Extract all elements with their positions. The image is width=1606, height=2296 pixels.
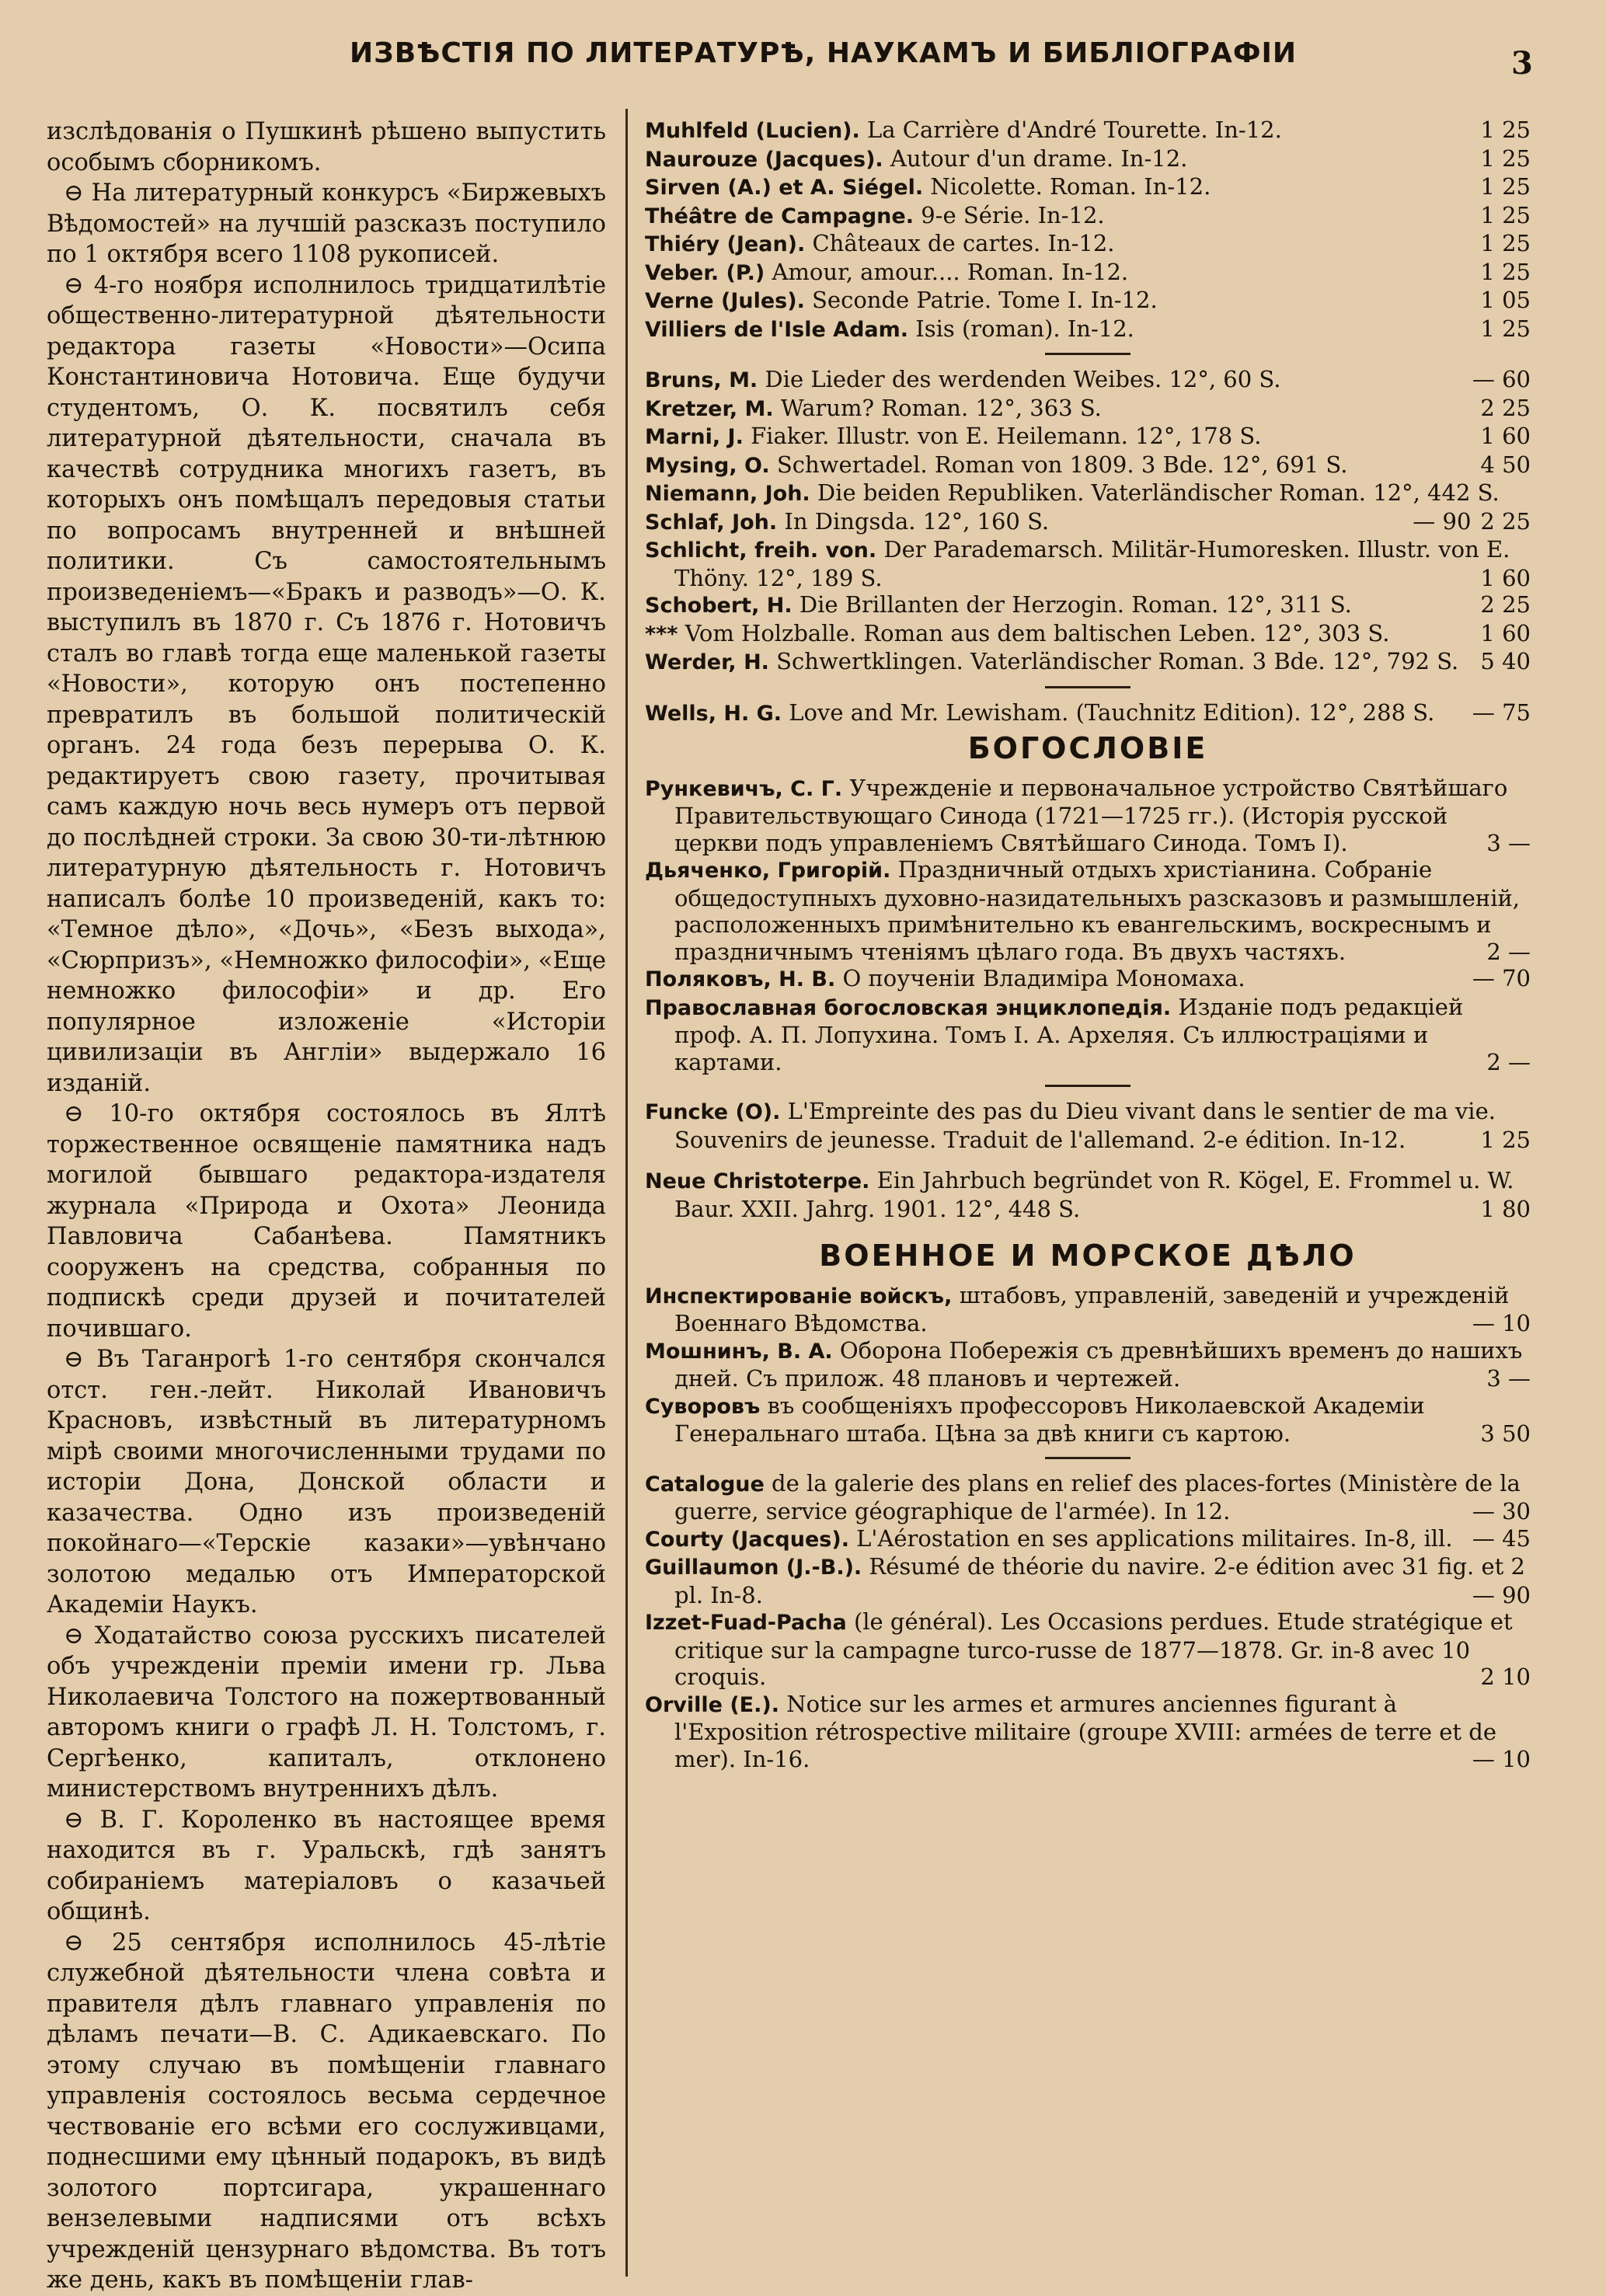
- theology-russian-list: [645, 775, 1531, 1076]
- book-price: 3 50: [1480, 1420, 1531, 1447]
- book-price: 1 60: [1480, 564, 1531, 591]
- book-entry: [645, 423, 1531, 451]
- book-title: Оборона Побережія съ древнѣйшихъ временъ до нашихъ дней. Съ прилож. 48 плановъ и чертежей.: [674, 1336, 1523, 1392]
- book-entry: [645, 202, 1531, 231]
- book-entry: [645, 1167, 1531, 1222]
- book-entry: [645, 259, 1531, 287]
- book-author: Verne (Jules).: [645, 289, 805, 313]
- book-author: Guillaumon (J.-B.).: [645, 1556, 862, 1580]
- book-price: 2 —: [1486, 1048, 1531, 1075]
- book-author: Niemann, Joh.: [645, 482, 810, 506]
- book-price: 2 —: [1486, 938, 1531, 965]
- french-fiction-list: [645, 117, 1531, 343]
- book-price: — 90: [1413, 507, 1472, 535]
- column-divider: [625, 109, 628, 2277]
- book-author: Kretzer, M.: [645, 396, 774, 421]
- book-title: (le général). Les Occasions perdues. Etude stratégique et critique sur la campagne turco-russe de 1877—1878. Gr. in-8 avec 10 croquis.: [674, 1608, 1513, 1690]
- book-entry: [645, 1525, 1531, 1554]
- book-author: Catalogue: [645, 1472, 765, 1496]
- book-price: — 60: [1472, 366, 1531, 392]
- section-heading-military: ВОЕННОЕ И МОРСКОЕ ДѢЛО: [819, 1239, 1357, 1273]
- book-price: — 30: [1472, 1498, 1531, 1524]
- page-number: 3: [1511, 45, 1533, 82]
- book-author: Bruns, M.: [645, 368, 758, 392]
- book-author: Wells, H. G.: [645, 701, 782, 726]
- book-entry: [645, 366, 1531, 395]
- book-title: Résumé de théorie du navire. 2-e édition avec 31 fig. et 2 pl. In-8.: [674, 1553, 1525, 1608]
- book-price: 1 60: [1480, 619, 1531, 646]
- news-paragraph: ⊖ 4-го ноября исполнилось тридцатилѣтіе общественно-литературной дѣятельности редактора газеты «Новости»—Осипа Константиновича Нотовича. Еще будучи студентомъ, О. К. посвятилъ себя литературной дѣятельности, сначала въ качествѣ сотрудника многихъ газетъ, въ которыхъ онъ помѣщалъ передовыя статьи по вопросамъ внутренней и внѣшней политики. Съ самостоятельнымъ произведеніемъ—«Бракъ и разводъ»—О. К. выступилъ въ 1870 г. Съ 1876 г. Нотовичъ сталъ во главѣ тогда еще маленькой газеты «Новости», которую онъ постепенно превратилъ въ большой политическій органъ. 24 года безъ перерыва О. К. редактируетъ свою газету, прочитывая самъ каждую ночь весь нумеръ отъ первой до послѣдней строки. За свою 30-ти-лѣтнюю литературную дѣятельность г. Нотовичъ написалъ болѣе 10 произведеній, какъ то: «Темное дѣло», «Дочь», «Безъ выхода», «Сюрпризъ», «Немножко философіи», «Еще немножко философіи» и др. Его популярное изложеніе «Исторіи цивилизаціи въ Англіи» выдержало 16 изданій.: [47, 271, 606, 1097]
- book-author: Рункевичъ, С. Г.: [645, 776, 843, 801]
- book-price: 1 25: [1480, 315, 1531, 342]
- book-title: Учрежденіе и первоначальное устройство Святѣйшаго Правительствующаго Синода (1721—1725 гг.). (Исторія русской церкви подъ управленіемъ Святѣйшаго Синода. Томъ I).: [674, 774, 1508, 856]
- section-heading-theology: БОГОСЛОВІЕ: [967, 731, 1208, 765]
- book-entry: [645, 117, 1531, 145]
- book-title: L'Aérostation en ses applications militaires. In-8, ill.: [856, 1524, 1453, 1552]
- book-author: Мошнинъ, В. А.: [645, 1339, 833, 1364]
- book-price: 2 25: [1480, 394, 1531, 421]
- book-title: Ein Jahrbuch begründet von R. Kögel, E. Frommel u. W. Baur. XXII. Jahrg. 1901. 12°, 448 S.: [674, 1167, 1514, 1222]
- book-author: Naurouze (Jacques).: [645, 147, 883, 172]
- theology-german-list: [645, 1167, 1531, 1222]
- book-title: La Carrière d'André Tourette. In-12.: [866, 117, 1282, 143]
- book-author: Neue Christoterpe.: [645, 1169, 870, 1193]
- news-paragraph: ⊖ На литературный конкурсъ «Биржевыхъ Вѣдомостей» на лучшій разсказъ поступило по 1 октября всего 1108 рукописей.: [47, 179, 606, 268]
- book-entry: [645, 1392, 1531, 1448]
- book-price: 1 25: [1480, 1126, 1531, 1153]
- news-paragraph: ⊖ 10-го октября состоялось въ Ялтѣ торжественное освященіе памятника надъ могилой бывшаго редактора-издателя журнала «Природа и Охота» Леонида Павловича Сабанѣева. Памятникъ сооруженъ на средства, собранныя по подпискѣ среди друзей и почитателей почившаго.: [47, 1100, 606, 1343]
- book-title: Die Brillanten der Herzogin. Roman. 12°, 311 S.: [799, 591, 1352, 618]
- book-entry: [645, 775, 1531, 857]
- book-title: L'Empreinte des pas du Dieu vivant dans le sentier de ma vie. Souvenirs de jeunesse. Traduit de l'allemand. 2-e édition. In-12.: [674, 1098, 1496, 1153]
- book-title: Châteaux de cartes. In-12.: [812, 230, 1115, 256]
- book-entry: [645, 1691, 1531, 1773]
- right-column: [645, 117, 1531, 1772]
- book-author: Marni, J.: [645, 425, 744, 449]
- book-price: 1 25: [1480, 230, 1531, 256]
- book-title: Warum? Roman. 12°, 363 S.: [780, 394, 1102, 421]
- book-title: Der Parademarsch. Militär-Humoresken. Illustr. von E. Thöny. 12°, 189 S.: [674, 536, 1510, 591]
- book-price: — 75: [1472, 699, 1531, 726]
- book-entry: [645, 287, 1531, 315]
- book-author: Werder, H.: [645, 650, 769, 674]
- german-fiction-list: [645, 366, 1531, 677]
- military-russian-list: [645, 1282, 1531, 1448]
- book-author: Суворовъ: [645, 1394, 761, 1419]
- book-author: Funcke (O).: [645, 1100, 781, 1124]
- news-paragraph: ⊖ 25 сентября исполнилось 45-лѣтіе служебной дѣятельности члена совѣта и правителя дѣлъ главнаго управленія по дѣламъ печати—В. С. Адикаевскаго. По этому случаю въ помѣщеніи главнаго управленія состоялось весьма сердечное чествованіе его всѣми его сослуживцами, поднесшими ему цѣнный подарокъ, въ видѣ золотого портсигара, украшеннаго вензелевыми надписями отъ всѣхъ учрежденій цензурнаго вѣдомства. Въ тотъ же день, какъ въ помѣщеніи глав-: [47, 1928, 606, 2294]
- book-entry: [645, 1608, 1531, 1691]
- book-author: Mysing, O.: [645, 453, 770, 478]
- book-author: Théâtre de Campagne.: [645, 204, 914, 228]
- book-price: 1 80: [1480, 1195, 1531, 1222]
- book-title: Die Lieder des werdenden Weibes. 12°, 60 S.: [765, 366, 1281, 392]
- book-title: О поученіи Владиміра Мономаха.: [842, 965, 1245, 991]
- book-title: Love and Mr. Lewisham. (Tauchnitz Edition). 12°, 288 S.: [789, 699, 1435, 726]
- book-title: Vom Holzballe. Roman aus dem baltischen Leben. 12°, 303 S.: [685, 619, 1390, 646]
- book-price: 2 10: [1480, 1664, 1531, 1690]
- book-title: Schwertadel. Roman von 1809. 3 Bde. 12°, 691 S.: [776, 451, 1348, 478]
- book-entry: [645, 965, 1531, 994]
- book-author: Courty (Jacques).: [645, 1527, 849, 1552]
- book-author: Православная богословская энциклопедія.: [645, 995, 1172, 1020]
- book-title: Amour, amour.... Roman. In-12.: [772, 258, 1129, 285]
- book-entry: [645, 315, 1531, 344]
- book-entry: [645, 395, 1531, 423]
- book-price: 1 25: [1480, 145, 1531, 172]
- book-author: Schlicht, freih. von.: [645, 538, 877, 563]
- book-price: — 10: [1472, 1745, 1531, 1772]
- book-price: 1 25: [1480, 258, 1531, 285]
- book-title: de la galerie des plans en relief des places-fortes (Ministère de la guerre, service géographique de l'armée). In 12.: [674, 1469, 1521, 1524]
- book-price: — 10: [1472, 1310, 1531, 1336]
- book-title: Fiaker. Illustr. von E. Heilemann. 12°, 178 S.: [751, 423, 1262, 449]
- book-entry: [645, 145, 1531, 174]
- book-entry: [645, 536, 1531, 591]
- book-entry: [645, 994, 1531, 1076]
- book-price: — 90: [1472, 1581, 1531, 1608]
- book-price: 1 25: [1480, 173, 1531, 200]
- book-author: Thiéry (Jean).: [645, 232, 806, 256]
- book-title: Die beiden Republiken. Vaterländischer Roman. 12°, 442 S.: [817, 479, 1500, 506]
- book-entry: [645, 1553, 1531, 1608]
- book-entry: [645, 1470, 1531, 1525]
- book-entry: [645, 173, 1531, 202]
- book-title: Праздничный отдыхъ христіанина. Собраніе общедоступныхъ духовно-назидательныхъ разсказовъ и размышленій, расположенныхъ примѣнительно къ евангельскимъ, воскреснымъ и праздничнымъ чтеніямъ цѣлаго года. Въ двухъ частяхъ.: [674, 856, 1521, 965]
- book-price: 1 25: [1480, 201, 1531, 228]
- book-author: Orville (E.).: [645, 1692, 779, 1717]
- book-title: штабовъ, управленій, заведеній и учрежденій Военнаго Вѣдомства.: [674, 1281, 1510, 1336]
- book-author: ***: [645, 622, 678, 646]
- book-title: Autour d'un drame. In-12.: [890, 145, 1188, 172]
- separator: [1045, 686, 1130, 688]
- book-entry: [645, 451, 1531, 480]
- book-author: Villiers de l'Isle Adam.: [645, 317, 909, 342]
- book-title: Schwertklingen. Vaterländischer Roman. 3 Bde. 12°, 792 S.: [776, 648, 1459, 674]
- page-header: ИЗВѢСТІЯ ПО ЛИТЕРАТУРѢ, НАУКАМЪ И БИБЛІОГРАФІИ: [350, 37, 1298, 69]
- book-price: 2 25: [1480, 591, 1531, 618]
- book-author: Izzet-Fuad-Pacha: [645, 1611, 847, 1635]
- book-entry: [645, 1098, 1531, 1153]
- news-paragraph: ⊖ Ходатайство союза русскихъ писателей объ учрежденіи преміи имени гр. Льва Николаевича Толстого на пожертвованный авторомъ книги о графѣ Л. Н. Толстомъ, г. Сергѣенко, капиталъ, отклонено министерствомъ внутреннихъ дѣлъ.: [47, 1622, 606, 1803]
- book-entry: [645, 591, 1531, 620]
- book-entry: [645, 648, 1531, 677]
- book-entry: [645, 620, 1531, 649]
- book-entry: [645, 1282, 1531, 1337]
- book-title: Isis (roman). In-12.: [915, 315, 1134, 342]
- separator: [1045, 353, 1130, 355]
- book-price: 1 05: [1480, 287, 1531, 313]
- book-title: In Dingsda. 12°, 160 S.: [784, 507, 1050, 535]
- book-title: Notice sur les armes et armures anciennes figurant à l'Exposition rétrospective militaire (groupe XVIII: armées de terre et de mer). In-16.: [674, 1690, 1497, 1772]
- book-price: 4 50: [1480, 451, 1531, 478]
- english-fiction-list: [645, 699, 1531, 728]
- left-column: [47, 117, 606, 2296]
- book-price: 3 —: [1486, 1365, 1531, 1392]
- book-entry: [645, 1337, 1531, 1392]
- book-price: 1 25: [1480, 117, 1531, 143]
- book-author: Schlaf, Joh.: [645, 510, 778, 535]
- book-author: Дьяченко, Григорій.: [645, 859, 891, 883]
- book-entry: [645, 230, 1531, 259]
- book-price: 2 25: [1480, 507, 1531, 535]
- news-paragraph: изслѣдованія о Пушкинѣ рѣшено выпустить особымъ сборникомъ.: [47, 118, 606, 176]
- separator: [1045, 1085, 1130, 1087]
- news-paragraph: ⊖ Въ Таганрогѣ 1-го сентября скончался отст. ген.-лейт. Николай Ивановичъ Красновъ, извѣстный въ литературномъ мірѣ своими многочисленными трудами по исторіи Дона, Донской области и казачества. Одно изъ произведеній покойнаго—«Терскіе казаки»—увѣнчано золотою медалью отъ Императорской Академіи Наукъ.: [47, 1346, 606, 1618]
- military-french-list: [645, 1470, 1531, 1773]
- book-price: 3 —: [1486, 829, 1531, 856]
- book-author: Инспектированіе войскъ,: [645, 1284, 953, 1308]
- book-title: Изданіе подъ редакціей проф. А. П. Лопухина. Томъ I. А. Археляя. Съ иллюстраціями и картами.: [674, 993, 1464, 1075]
- book-title: въ сообщеніяхъ профессоровъ Николаевской Академіи Генеральнаго штаба. Цѣна за двѣ книги съ картою.: [674, 1392, 1425, 1447]
- book-price: — 70: [1472, 965, 1531, 991]
- book-title: 9-e Série. In-12.: [921, 201, 1105, 228]
- news-paragraph: ⊖ В. Г. Короленко въ настоящее время находится въ г. Уральскѣ, гдѣ занятъ собираніемъ матеріаловъ о казачьей общинѣ.: [47, 1806, 606, 1925]
- spacer: [645, 1153, 1531, 1167]
- book-author: Sirven (A.) et A. Siégel.: [645, 176, 924, 200]
- separator: [1045, 1457, 1130, 1459]
- book-price: 1 60: [1480, 423, 1531, 449]
- book-price: 5 40: [1480, 648, 1531, 674]
- book-author: Schobert, H.: [645, 594, 793, 618]
- book-entry: [645, 508, 1531, 537]
- book-author: Muhlfeld (Lucien).: [645, 119, 860, 143]
- book-title: Seconde Patrie. Tome I. In-12.: [812, 287, 1158, 313]
- book-price: — 45: [1472, 1524, 1531, 1552]
- book-entry: [645, 699, 1531, 728]
- book-author: Veber. (P.): [645, 260, 765, 285]
- book-author: Поляковъ, Н. В.: [645, 967, 836, 991]
- theology-french-list: [645, 1098, 1531, 1153]
- book-entry: [645, 856, 1531, 965]
- book-title: Nicolette. Roman. In-12.: [930, 173, 1211, 200]
